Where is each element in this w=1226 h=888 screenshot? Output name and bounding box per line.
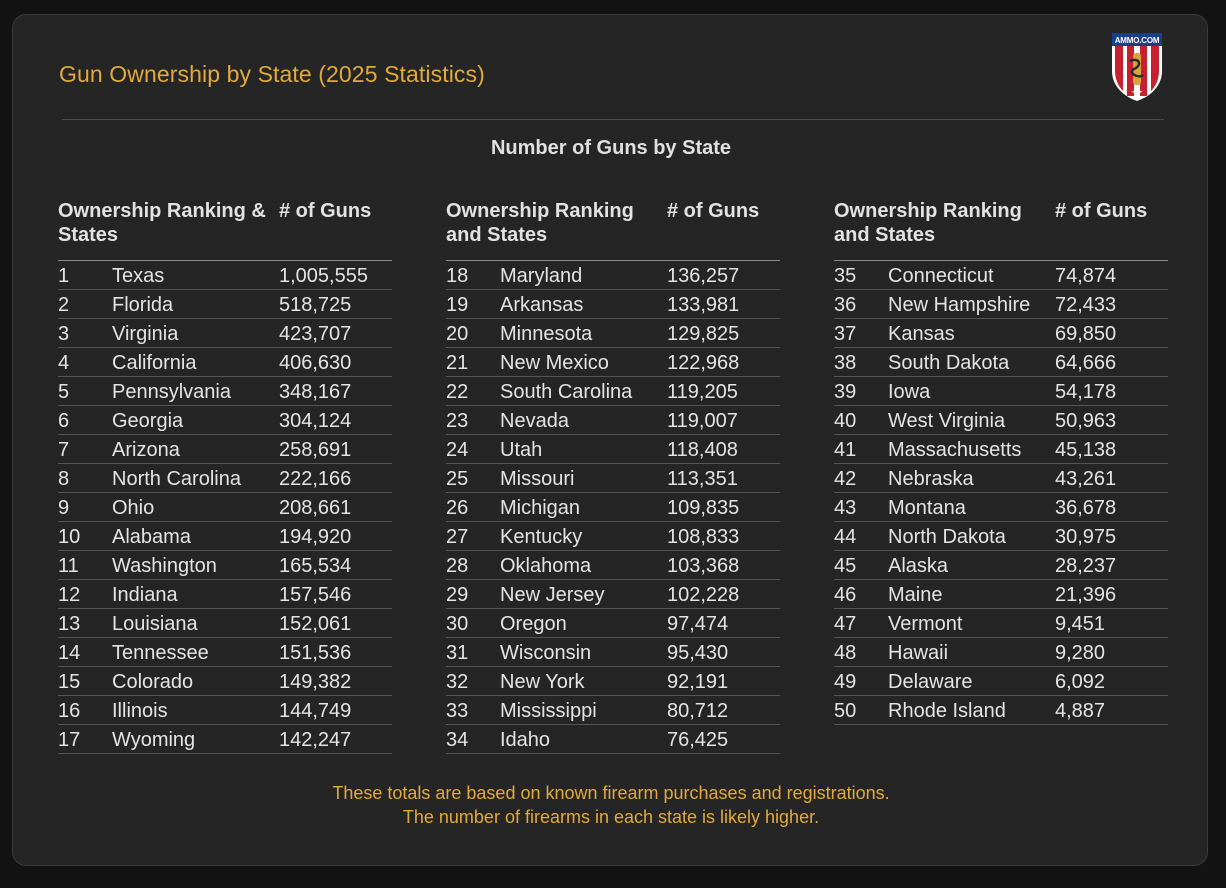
state-cell: California [112,352,197,374]
table-row [58,725,392,754]
guns-cell: 129,825 [667,323,740,345]
rank-cell: 38 [834,352,857,374]
rank-cell: 18 [446,265,469,287]
guns-cell: 136,257 [667,265,740,287]
state-cell: Montana [888,497,966,519]
state-cell: North Carolina [112,468,241,490]
table-column-3 [834,199,1168,725]
rank-cell: 41 [834,439,857,461]
table-row [446,348,780,377]
rank-cell: 6 [58,410,70,432]
table-row [834,464,1168,493]
state-cell: Ohio [112,497,155,519]
table-row [446,406,780,435]
rank-cell: 28 [446,555,469,577]
guns-cell: 45,138 [1055,439,1117,461]
header-divider [62,119,1164,120]
state-cell: New Mexico [500,352,609,374]
guns-cell: 518,725 [279,294,352,316]
rank-cell: 25 [446,468,469,490]
table-row [58,580,392,609]
state-cell: Alaska [888,555,949,577]
guns-cell: 151,536 [279,642,352,664]
rank-cell: 42 [834,468,857,490]
table-row [446,638,780,667]
guns-cell: 50,963 [1055,410,1117,432]
guns-cell: 97,474 [667,613,729,635]
column-header [834,199,1168,261]
rank-cell: 32 [446,671,469,693]
guns-cell: 102,228 [667,584,740,606]
rank-cell: 31 [446,642,469,664]
state-cell: Arkansas [500,294,584,316]
table-row [834,667,1168,696]
table-row [58,348,392,377]
guns-cell: 28,237 [1055,555,1117,577]
guns-cell: 406,630 [279,352,352,374]
header-ranking-states: Ownership Ranking and States [446,200,634,246]
state-cell: Georgia [112,410,184,432]
state-cell: West Virginia [888,410,1006,432]
rank-cell: 12 [58,584,81,606]
rank-cell: 34 [446,729,469,751]
header-number-of-guns: # of Guns [667,200,760,222]
table-row [58,609,392,638]
guns-cell: 9,451 [1055,613,1106,635]
rank-cell: 1 [58,265,70,287]
guns-cell: 21,396 [1055,584,1117,606]
table-row [834,435,1168,464]
table-row [834,348,1168,377]
state-cell: Mississippi [500,700,597,722]
footnote-line-2: The number of firearms in each state is likely higher. [402,807,820,827]
table-row [446,667,780,696]
guns-cell: 80,712 [667,700,729,722]
guns-cell: 149,382 [279,671,352,693]
guns-cell: 348,167 [279,381,352,403]
rank-cell: 48 [834,642,857,664]
state-cell: Delaware [888,671,973,693]
rank-cell: 39 [834,381,857,403]
rank-cell: 24 [446,439,469,461]
guns-cell: 4,887 [1055,700,1106,722]
table-row [58,638,392,667]
guns-cell: 119,205 [667,381,738,403]
state-cell: Florida [112,294,174,316]
state-cell: Virginia [112,323,179,345]
table-row [58,493,392,522]
rank-cell: 33 [446,700,469,722]
state-cell: Tennessee [112,642,209,664]
state-cell: Oklahoma [500,555,592,577]
header-number-of-guns: # of Guns [1055,200,1148,222]
rank-cell: 36 [834,294,857,316]
state-cell: Illinois [112,700,168,722]
table-row [446,522,780,551]
table-row [58,406,392,435]
rank-cell: 40 [834,410,857,432]
state-cell: Michigan [500,497,581,519]
guns-cell: 113,351 [667,468,738,490]
table-row [446,725,780,754]
table-row [446,609,780,638]
state-cell: Utah [500,439,543,461]
guns-cell: 30,975 [1055,526,1117,548]
guns-cell: 157,546 [279,584,352,606]
rank-cell: 16 [58,700,81,722]
infographic-card [12,14,1208,866]
rank-cell: 45 [834,555,857,577]
guns-cell: 144,749 [279,700,352,722]
state-cell: Iowa [888,381,931,403]
guns-cell: 76,425 [667,729,729,751]
header-ranking-states: Ownership Ranking & States [58,200,266,246]
guns-cell: 43,261 [1055,468,1117,490]
state-cell: Massachusetts [888,439,1022,461]
state-cell: New Hampshire [888,294,1031,316]
table-row [58,551,392,580]
guns-cell: 36,678 [1055,497,1117,519]
state-cell: New York [500,671,585,693]
header-ranking-states: Ownership Ranking and States [834,200,1022,246]
state-cell: Vermont [888,613,963,635]
table-row [834,319,1168,348]
guns-cell: 69,850 [1055,323,1117,345]
rank-cell: 10 [58,526,81,548]
guns-cell: 74,874 [1055,265,1117,287]
guns-cell: 258,691 [279,439,352,461]
guns-cell: 108,833 [667,526,740,548]
state-cell: Colorado [112,671,194,693]
rank-cell: 17 [58,729,81,751]
state-cell: Kansas [888,323,955,345]
table-column-1 [58,199,392,754]
state-cell: Maryland [500,265,583,287]
state-cell: New Jersey [500,584,605,606]
state-cell: North Dakota [888,526,1006,548]
rank-cell: 4 [58,352,70,374]
state-cell: Indiana [112,584,178,606]
state-cell: Wyoming [112,729,196,751]
rank-cell: 43 [834,497,857,519]
header-number-of-guns: # of Guns [279,200,372,222]
rank-cell: 29 [446,584,469,606]
state-cell: Arizona [112,439,180,461]
guns-cell: 222,166 [279,468,352,490]
table-row [446,261,780,290]
guns-cell: 133,981 [667,294,740,316]
table-row [834,522,1168,551]
guns-cell: 103,368 [667,555,740,577]
state-cell: Texas [112,265,165,287]
guns-cell: 64,666 [1055,352,1117,374]
table-row [446,435,780,464]
table-row [834,580,1168,609]
rank-cell: 8 [58,468,70,490]
rank-cell: 35 [834,265,857,287]
table-row [834,377,1168,406]
state-cell: Minnesota [500,323,593,345]
table-row [834,261,1168,290]
guns-cell: 72,433 [1055,294,1117,316]
table-row [58,435,392,464]
rank-cell: 50 [834,700,857,722]
rank-cell: 27 [446,526,469,548]
state-cell: Rhode Island [888,700,1006,722]
column-header [446,199,780,261]
table-row [446,464,780,493]
rank-cell: 20 [446,323,469,345]
state-cell: Louisiana [112,613,198,635]
table-row [58,319,392,348]
guns-cell: 6,092 [1055,671,1106,693]
rank-cell: 23 [446,410,469,432]
column-header [58,199,392,261]
rank-cell: 46 [834,584,857,606]
table-row [58,290,392,319]
table-row [834,696,1168,725]
state-cell: Kentucky [500,526,583,548]
table-row [58,261,392,290]
rank-cell: 3 [58,323,70,345]
rank-cell: 26 [446,497,469,519]
state-cell: Pennsylvania [112,381,231,403]
table-row [446,319,780,348]
guns-cell: 165,534 [279,555,352,577]
guns-cell: 54,178 [1055,381,1117,403]
logo-text: AMMO.COM [1114,36,1160,45]
rank-cell: 13 [58,613,81,635]
state-cell: Connecticut [888,265,994,287]
state-cell: Hawaii [888,642,949,664]
guns-cell: 1,005,555 [279,265,368,287]
state-cell: Oregon [500,613,567,635]
guns-cell: 118,408 [667,439,738,461]
state-cell: South Carolina [500,381,633,403]
guns-cell: 304,124 [279,410,352,432]
table-row [446,377,780,406]
guns-cell: 95,430 [667,642,729,664]
state-cell: Alabama [112,526,191,548]
guns-cell: 122,968 [667,352,740,374]
rank-cell: 21 [446,352,469,374]
guns-cell: 109,835 [667,497,740,519]
rank-cell: 14 [58,642,81,664]
guns-cell: 194,920 [279,526,352,548]
rank-cell: 30 [446,613,469,635]
rank-cell: 37 [834,323,857,345]
state-cell: Maine [888,584,943,606]
state-cell: Wisconsin [500,642,592,664]
rank-cell: 19 [446,294,469,316]
table-row [834,551,1168,580]
table-row [834,406,1168,435]
table-row [834,290,1168,319]
state-cell: South Dakota [888,352,1010,374]
state-cell: Idaho [500,729,551,751]
table-row [834,638,1168,667]
page-title: Gun Ownership by State (2025 Statistics) [59,61,485,87]
rank-cell: 49 [834,671,857,693]
state-cell: Missouri [500,468,575,490]
table-row [446,290,780,319]
footnote-line-1: These totals are based on known firearm purchases and registrations. [332,783,890,803]
table-row [446,696,780,725]
table-row [58,696,392,725]
rank-cell: 11 [58,555,79,577]
rank-cell: 9 [58,497,70,519]
table-row [834,493,1168,522]
rank-cell: 5 [58,381,70,403]
table-row [58,464,392,493]
table-row [58,377,392,406]
guns-cell: 423,707 [279,323,352,345]
rank-cell: 44 [834,526,857,548]
table-subtitle: Number of Guns by State [490,137,732,159]
table-row [446,580,780,609]
guns-cell: 208,661 [279,497,352,519]
table-row [58,667,392,696]
state-cell: Nebraska [888,468,974,490]
guns-cell: 142,247 [279,729,352,751]
guns-cell: 119,007 [667,410,738,432]
rank-cell: 47 [834,613,857,635]
ammo-logo [1109,31,1165,103]
table-row [834,609,1168,638]
table-row [446,551,780,580]
table-column-2 [446,199,780,754]
guns-cell: 9,280 [1055,642,1106,664]
footnote [13,781,1209,829]
rank-cell: 2 [58,294,70,316]
table-row [58,522,392,551]
guns-cell: 152,061 [279,613,352,635]
table-row [446,493,780,522]
guns-cell: 92,191 [667,671,729,693]
rank-cell: 15 [58,671,81,693]
state-cell: Washington [112,555,217,577]
rank-cell: 7 [58,439,70,461]
rank-cell: 22 [446,381,469,403]
state-cell: Nevada [500,410,569,432]
